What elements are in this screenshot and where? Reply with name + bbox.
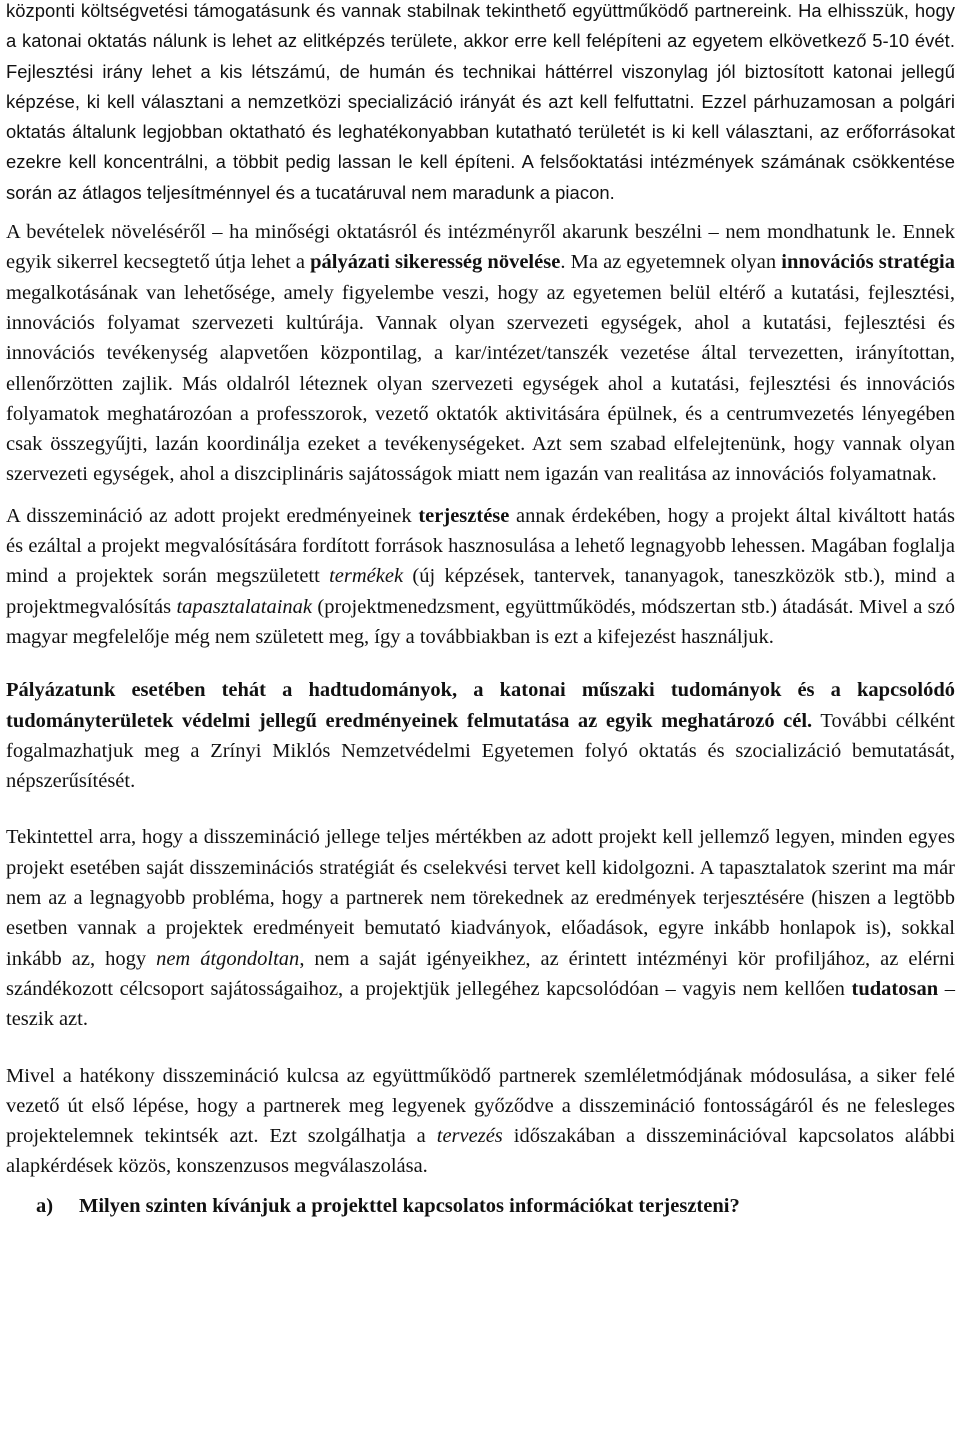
paragraph-text: időszakában a disszeminációval kapcsolatos alábbi alapkérdések közös, konszenzusos megválaszolása.	[6, 1125, 956, 1178]
document-page	[6, 0, 955, 1221]
paragraph-goal	[6, 675, 955, 796]
paragraph-text: központi költségvetési támogatásunk és vannak stabilnak tekinthető együttműködő partnereink. Ha elhisszük, hogy a katonai oktatás nálunk is lehet az elitképzés területe, akkor erre kell felépíteni az egyetem elkövetkező 5-10 évét.	[6, 0, 955, 52]
emphasis-italic: termékek	[329, 565, 404, 588]
paragraph-text: Tekintettel arra, hogy a disszemináció jellege teljes mértékben az adott projekt kell jellemző legyen, minden egyes projekt esetében saját disszeminációs stratégiát és cselekvési tervet kell kidolgozni. A tapasztalatok szerint ma már nem az a legnagyobb probléma, hogy a partnerek nem törekednek az eredmények terjesztésére (hiszen a legtöbb esetben vannak a projektek eredményeit bemutató kiadványok, előadások, egyre inkább honlapok is), sokkal inkább az, hogy	[6, 826, 955, 970]
paragraph-text: (új képzések, tantervek, tananyagok, taneszközök stb.), mind a projektmegvalósítás	[6, 565, 955, 618]
emphasis-bold: pályázati sikeresség növelése	[310, 251, 561, 274]
paragraph-text: annak érdekében, hogy a projekt által kiváltott hatás és ezáltal a projekt megvalósítására fordított források hasznosulása a lehető legnagyobb lehessen. Magában foglalja mind a projektek során megszületett	[6, 504, 955, 588]
question-item	[6, 1191, 955, 1221]
paragraph-revenue	[6, 217, 955, 490]
paragraph-text: (projektmenedzsment, együttműködés, módszertan stb.) átadását. Mivel a szó magyar megfelelője még nem született meg, így a továbbiakban is ezt a kifejezést használjuk.	[6, 595, 956, 648]
emphasis-bold: Pályázatunk esetében tehát a hadtudományok, a katonai műszaki tudományok és a kapcsolódó tudományterületek védelmi jellegű eredményeinek felmutatása az egyik meghatározó cél.	[6, 679, 955, 732]
paragraph-text: megalkotásának van lehetősége, amely figyelembe veszi, hogy az egyetemen belül eltérő a kutatási, fejlesztési, innovációs folyamat szervezeti kultúrája. Vannak olyan szervezeti egységek, ahol a kutatási, fejlesztési és innovációs tevékenység alapvetően központilag, a kar/intézet/tanszék vezetése által tervezetten, irányítottan, ellenőrzötten zajlik. Más oldalról léteznek olyan szervezeti egységek ahol a kutatási, fejlesztési és innovációs folyamatok meghatározóan a professzorok, vezető oktatók aktivitására épülnek, és a centrumvezetés lényegében csak összegyűjti, lazán koordinálja ezeket a tevékenységeket. Azt sem szabad elfelejtenünk, hogy vannak olyan szervezeti egységek, ahol a diszciplináris sajátosságok miatt nem igazán van realitása az innovációs folyamatnak.	[6, 281, 955, 486]
emphasis-italic: tervezés	[436, 1125, 503, 1148]
paragraph-text: . Ma az egyetemnek olyan	[560, 251, 782, 274]
paragraph-text: Mivel a hatékony disszemináció kulcsa az együttműködő partnerek szemléletmódjának módosulása, a siker felé vezető út első lépése, hogy a partnerek meg legyenek győződve a disszemináció fontosságáról és ne felesleges projektelemnek tekintsék azt. Ezt szolgálhatja a	[6, 1064, 955, 1148]
emphasis-bold: tudatosan	[851, 977, 939, 1000]
emphasis-italic: tapasztalatainak	[176, 595, 313, 618]
paragraph-text: További célként fogalmazhatjuk meg a Zrínyi Miklós Nemzetvédelmi Egyetemen folyó oktatás és szocializáció bemutatását, népszerűsítését.	[6, 709, 955, 793]
paragraph-text: – teszik azt.	[6, 977, 955, 1031]
paragraph-character	[6, 822, 955, 1034]
paragraph-text: A disszemináció az adott projekt eredményeinek	[6, 504, 419, 527]
emphasis-italic: nem átgondoltan	[156, 947, 300, 970]
emphasis-bold: terjesztése	[418, 504, 510, 527]
paragraph-strategy	[6, 0, 955, 208]
paragraph-text: Fejlesztési irány lehet a kis létszámú, de humán és technikai háttérrel viszonylag jól biztosított katonai jellegű képzése, ki kell választani a nemzetközi specializáció irányát és azt kell felfuttatni. Ezzel párhuzamosan a polgári oktatás általunk legjobban oktatható és leghatékonyabban kutatható területét is ki kell választani, az erőforrásokat ezekre kell koncentrálni, a többit pedig lassan le kell építeni. A felsőoktatási intézmények számának csökkentése során az átlagos teljesítménnyel és a tucatáruval nem maradunk a piacon.	[6, 60, 955, 203]
paragraph-cooperation	[6, 1061, 955, 1182]
paragraph-text: , nem a saját igényeikhez, az érintett intézményi kör profiljához, az elérni szándékozott célcsoport sajátosságaihoz, a projektjük jellegéhez kapcsolódóan – vagyis nem kellően	[6, 947, 955, 1000]
emphasis-bold: innovációs stratégia	[781, 251, 955, 274]
question-label: a)	[36, 1194, 54, 1217]
question-text: Milyen szinten kívánjuk a projekttel kapcsolatos információkat terjeszteni?	[79, 1194, 740, 1217]
paragraph-text: A bevételek növeléséről – ha minőségi oktatásról és intézményről akarunk beszélni – nem mondhatunk le. Ennek egyik sikerrel kecsegtető útja lehet a	[6, 221, 955, 274]
paragraph-dissemination	[6, 501, 955, 652]
